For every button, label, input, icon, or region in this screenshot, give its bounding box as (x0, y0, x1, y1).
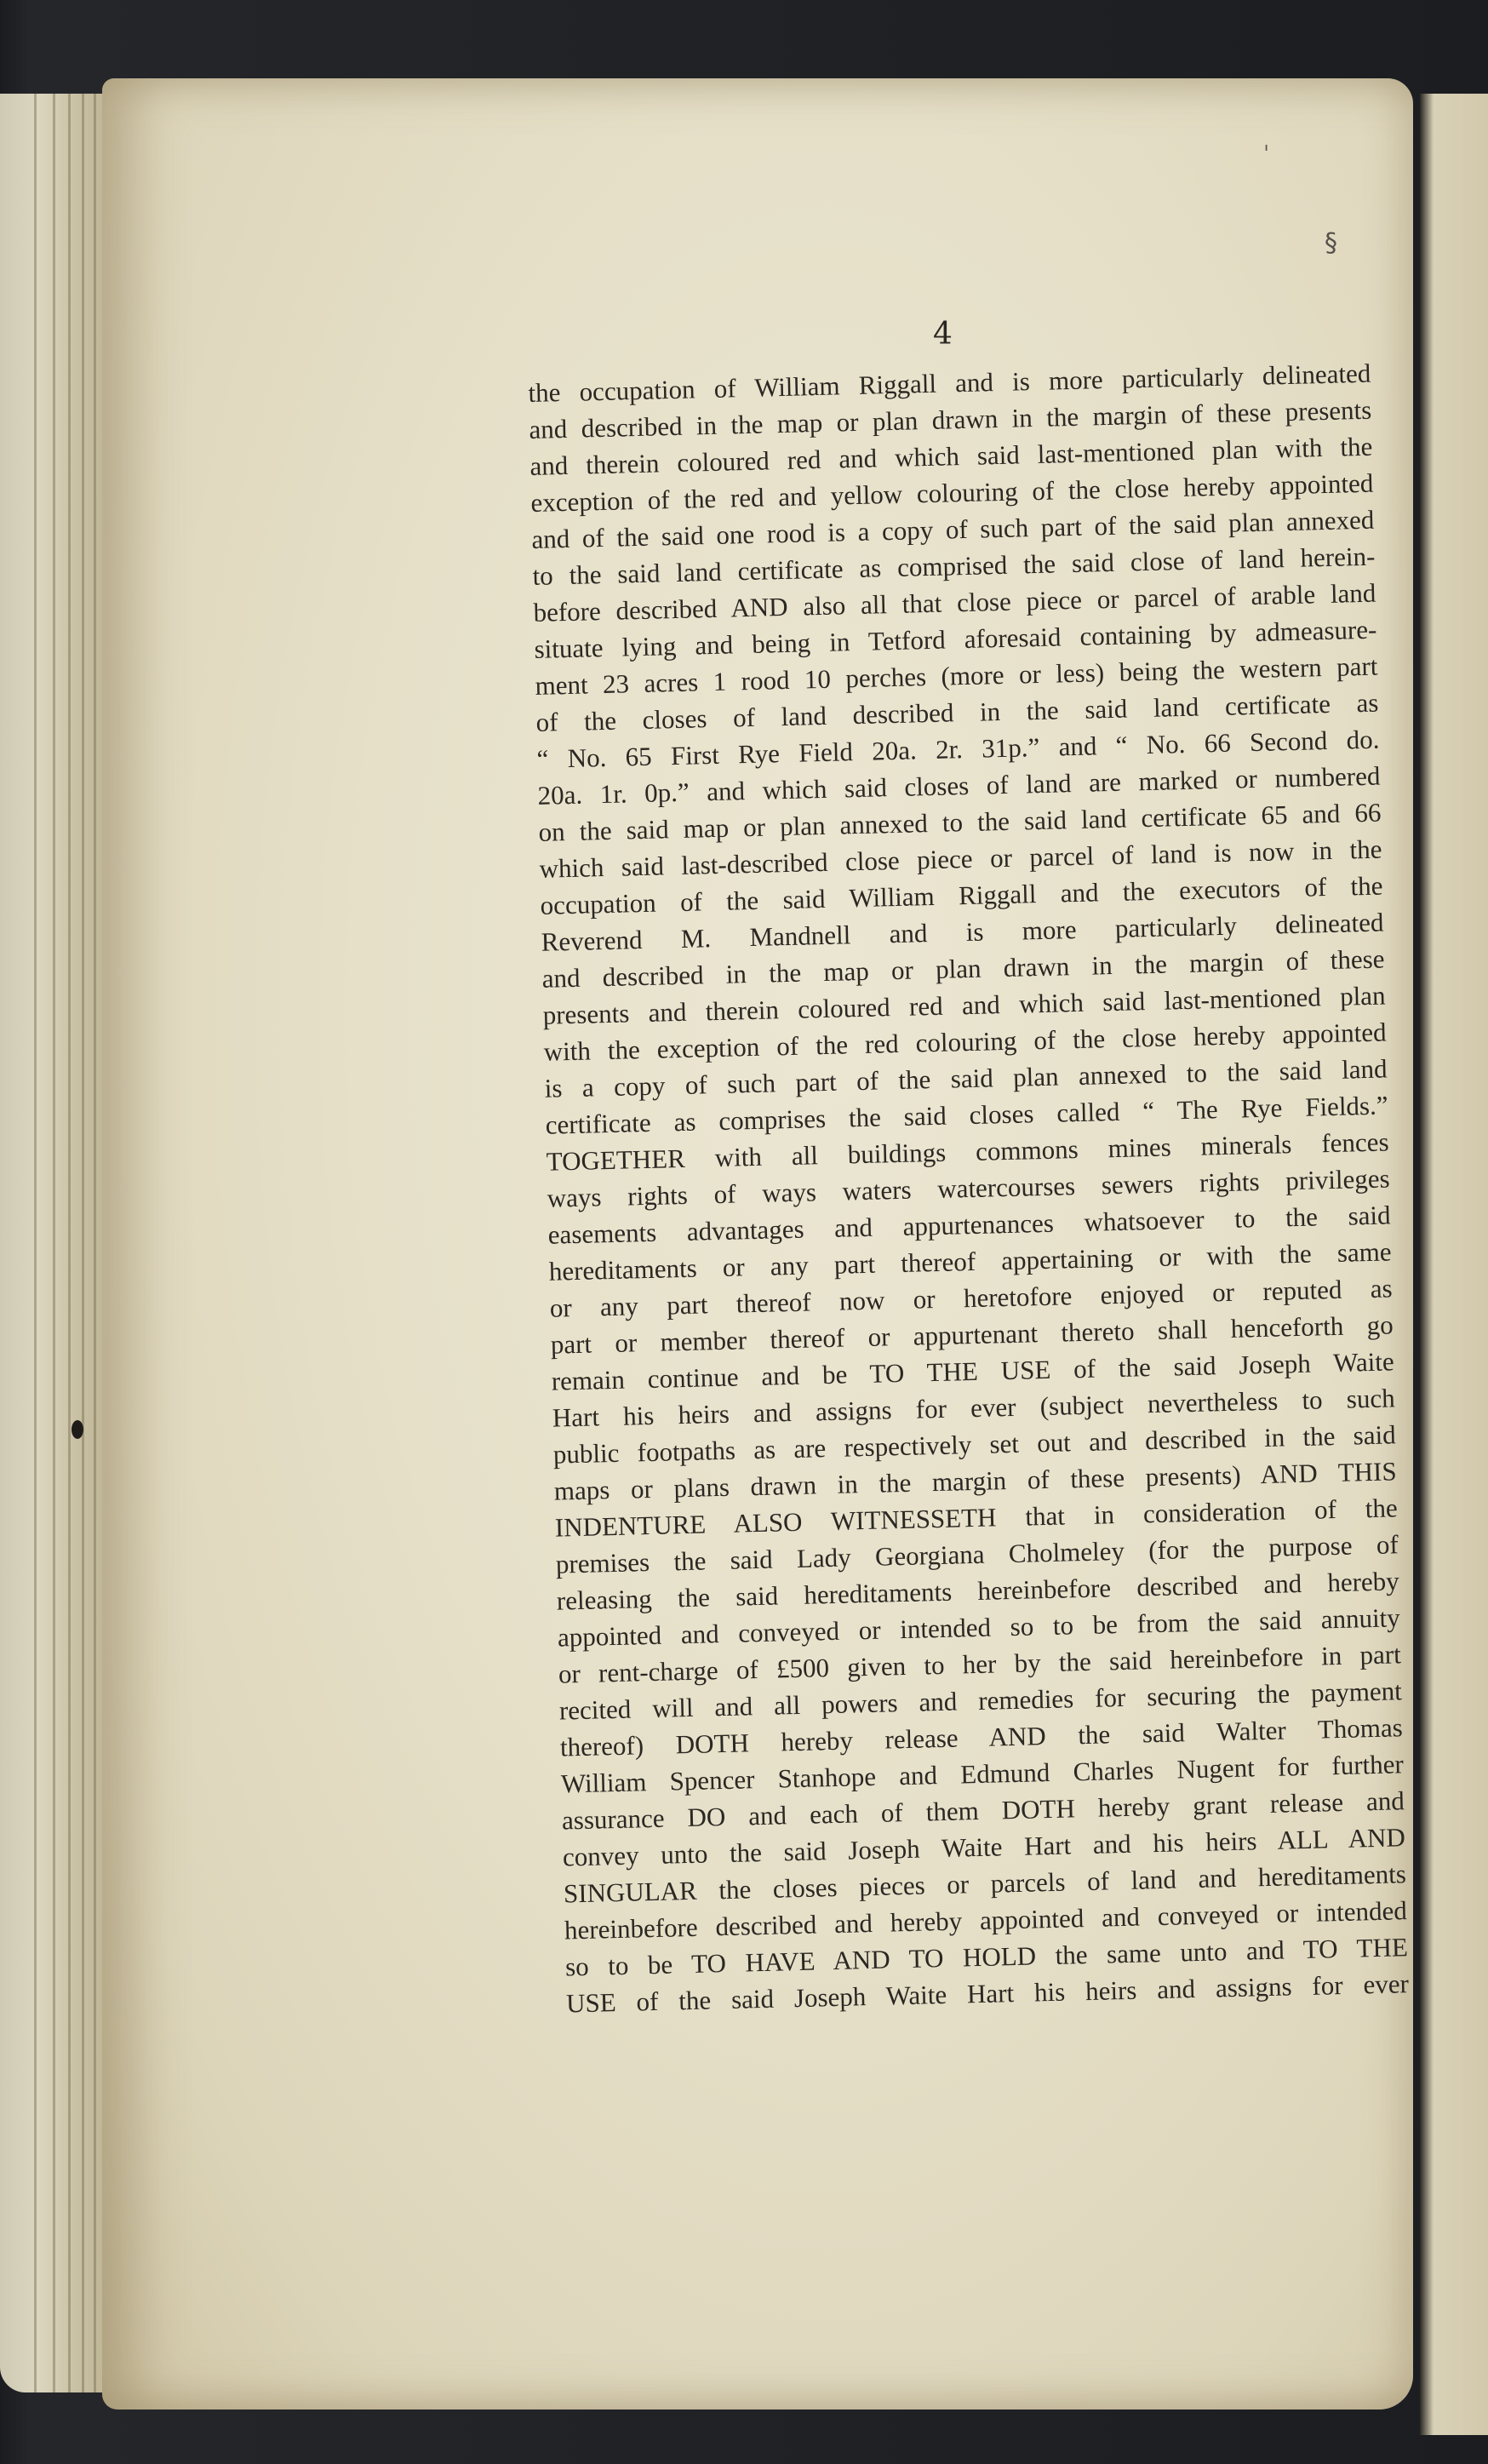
text-line: occupation of the said William Riggall and the executors of the (540, 870, 1383, 920)
text-line: USE of the said Joseph Waite Hart his heirs and assigns for ever (565, 1968, 1410, 2019)
text-line: and of the said one rood is a copy of such part of the said plan annexed (531, 504, 1375, 554)
text-line: recited will and all powers and remedies for securing the payment (558, 1676, 1403, 1726)
text-line: Hart his heirs and assigns for ever (subject nevertheless to such (552, 1383, 1396, 1433)
text-line: TOGETHER with all buildings commons mines minerals fences (546, 1126, 1389, 1177)
text-line: remain continue and be TO THE USE of the said Joseph Waite (551, 1346, 1394, 1396)
text-line: which said last-described close piece or parcel of land is now in the (539, 834, 1382, 884)
text-line: on the said map or plan annexed to the said land certificate 65 and 66 (538, 797, 1382, 847)
text-line: exception of the red and yellow colouring of the close hereby appointed (530, 467, 1374, 518)
text-line: SINGULAR the closes pieces or parcels of land and hereditaments (563, 1859, 1407, 1909)
text-line: the occupation of William Riggall and is more particularly delineated (528, 358, 1371, 408)
text-line: Reverend M. Mandnell and is more particularly delineated (541, 907, 1384, 957)
text-line: easements advantages and appurtenances whatsoever to the said (547, 1200, 1391, 1250)
text-line: with the exception of the red colouring of the close hereby appointed (543, 1017, 1387, 1067)
text-line: part or member thereof or appurtenant thereto shall henceforth go (550, 1309, 1394, 1360)
text-line: or rent-charge of £500 given to her by the said hereinbefore in part (558, 1639, 1402, 1689)
text-line: certificate as comprises the said closes called “ The Rye Fields.” (545, 1090, 1388, 1140)
text-line: William Spencer Stanhope and Edmund Charles Nugent for further (560, 1749, 1405, 1799)
text-line: ment 23 acres 1 rood 10 perches (more or less) being the western part (535, 650, 1378, 701)
text-line: ways rights of ways waters watercourses sewers rights privileges (547, 1163, 1390, 1213)
text-line: thereof) DOTH hereby release AND the said Walter Thomas (559, 1712, 1404, 1762)
text-line: convey unto the said Joseph Waite Hart and his heirs ALL AND (562, 1822, 1406, 1872)
text-line: to the said land certificate as comprised the said close of land herein- (532, 541, 1376, 591)
text-line: premises the said Lady Georgiana Cholmeley (for the purpose of (555, 1529, 1399, 1579)
text-line: of the closes of land described in the said land certificate as (535, 687, 1379, 737)
text-line: presents and therein coloured red and which said last-mentioned plan (542, 980, 1386, 1030)
text-line: situate lying and being in Tetford aforesaid containing by admeasure- (534, 614, 1377, 664)
text-line: and described in the map or plan drawn in the margin of these (541, 943, 1385, 994)
text-line: public footpaths as are respectively set out and described in the said (552, 1419, 1397, 1470)
text-line: maps or plans drawn in the margin of these presents) AND THIS (553, 1456, 1398, 1506)
text-line: hereditaments or any part thereof appertaining or with the same (548, 1236, 1392, 1286)
text-line: releasing the said hereditaments hereinbefore described and hereby (556, 1566, 1400, 1616)
ink-blot (72, 1420, 83, 1439)
text-line: assurance DO and each of them DOTH hereby grant release and (561, 1785, 1405, 1836)
text-line: so to be TO HAVE AND TO HOLD the same unto and TO THE (564, 1932, 1409, 1982)
text-line: or any part thereof now or heretofore enjoyed or reputed as (549, 1273, 1393, 1323)
text-line: before described AND also all that close piece or parcel of arable land (533, 577, 1376, 627)
text-line: appointed and conveyed or intended so to be from the said annuity (557, 1602, 1401, 1653)
text-line: “ No. 65 First Rye Field 20a. 2r. 31p.” and “ No. 66 Second do. (536, 724, 1380, 774)
text-line: is a copy of such part of the said plan annexed to the said land (544, 1053, 1388, 1103)
pencil-mark: § (1325, 228, 1337, 258)
document-body-text (528, 355, 1409, 2022)
text-line: 20a. 1r. 0p.” and which said closes of land are marked or numbered (537, 760, 1381, 811)
text-line: INDENTURE ALSO WITNESSETH that in consideration of the (554, 1493, 1399, 1543)
next-page-edge (1420, 94, 1488, 2435)
text-line: and therein coloured red and which said last-mentioned plan with the (529, 431, 1373, 481)
text-line: and described in the map or plan drawn in the margin of these presents (529, 394, 1372, 444)
page-number: 4 (933, 317, 953, 352)
pencil-mark: ˌ (1263, 128, 1270, 153)
text-line: hereinbefore described and hereby appointed and conveyed or intended (564, 1895, 1408, 1945)
